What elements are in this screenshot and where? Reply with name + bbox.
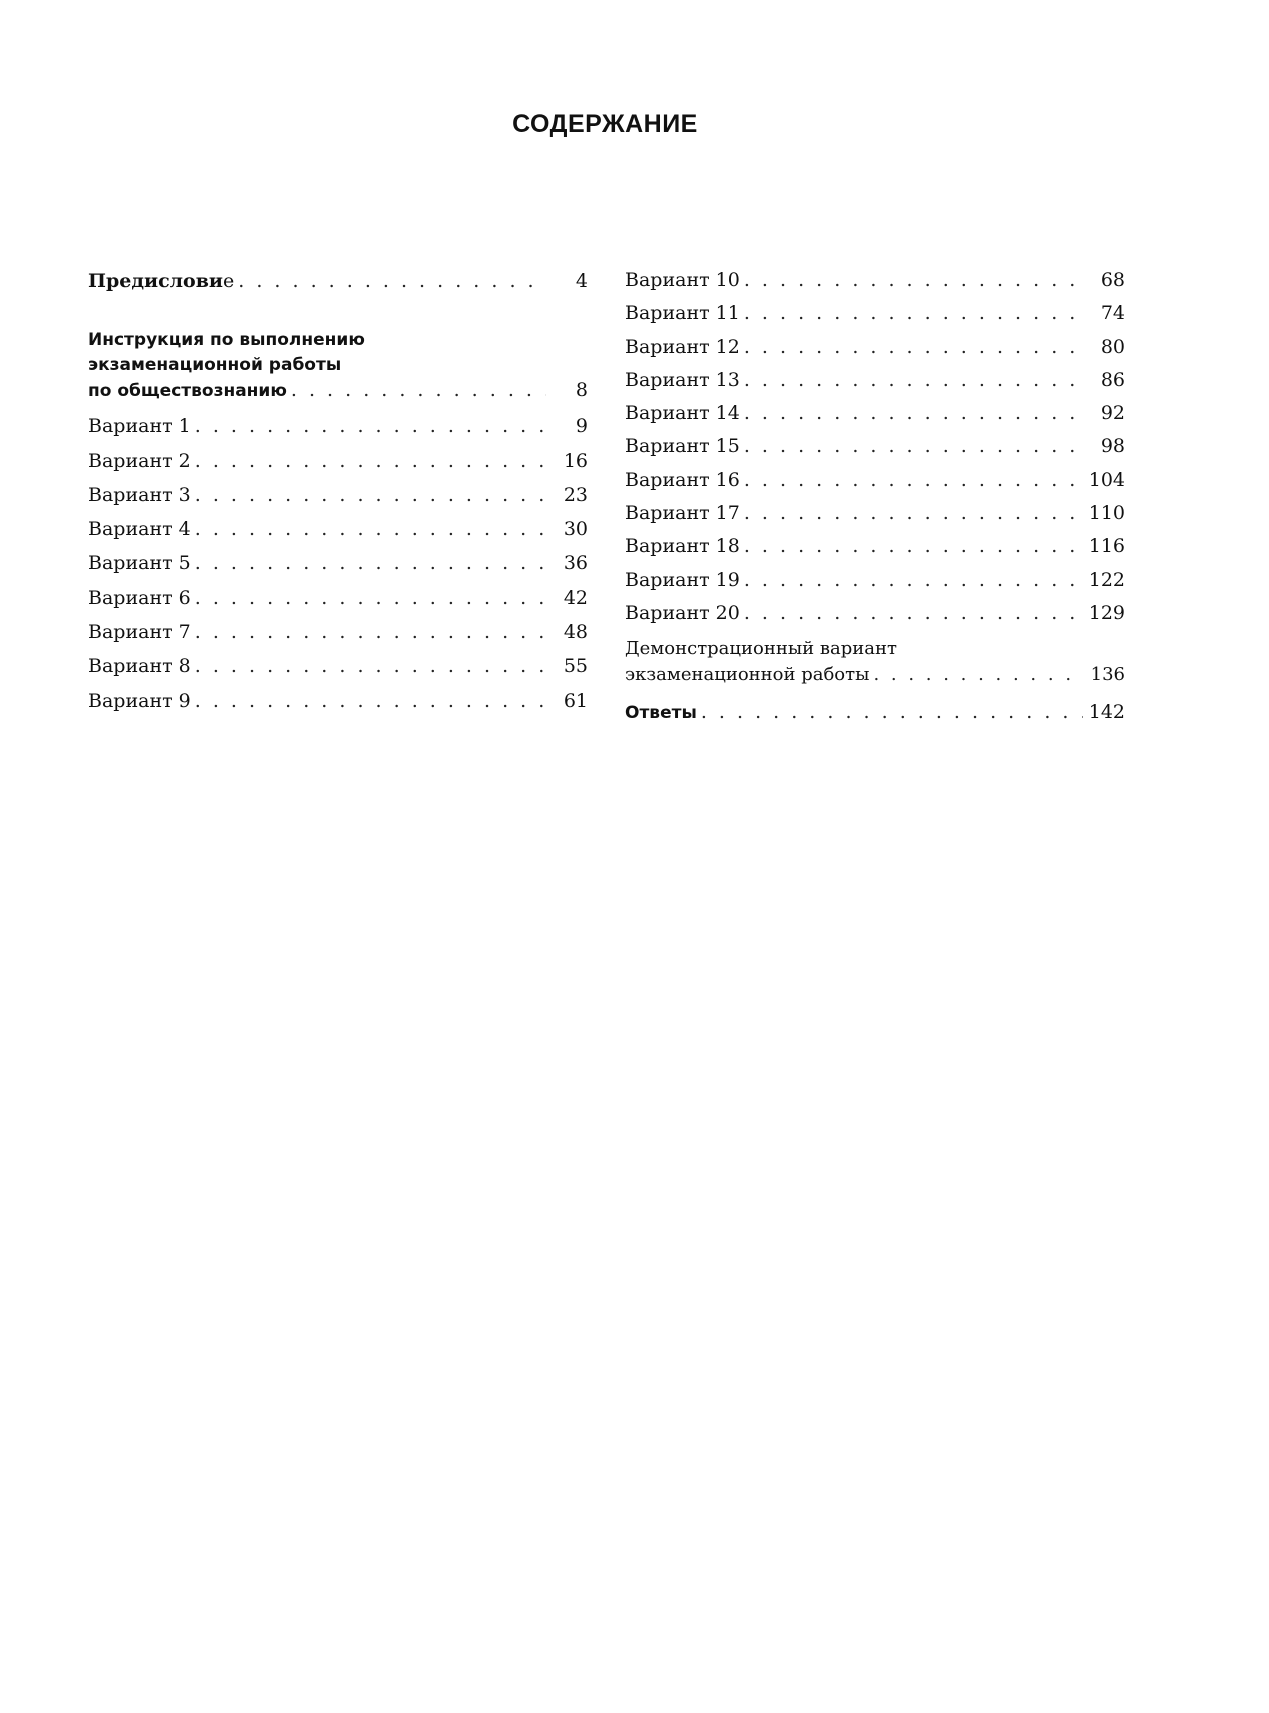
dot-leader — [195, 684, 546, 718]
toc-entry-label-tail: е — [223, 270, 235, 292]
toc-entry-label: Вариант 5 — [88, 552, 191, 575]
toc-entry-variant[interactable] — [625, 530, 1125, 563]
toc-entry-label: Вариант 11 — [625, 302, 740, 325]
toc-entry-variant[interactable] — [625, 564, 1125, 597]
toc-entry-label: экзаменационной работы — [88, 355, 342, 376]
toc-entry-label: Вариант 3 — [88, 483, 191, 506]
toc-entry-label: Вариант 4 — [88, 518, 191, 541]
toc-page-number: 142 — [1088, 701, 1125, 724]
dot-leader — [744, 397, 1083, 430]
toc-entry-variant[interactable] — [625, 497, 1125, 530]
toc-entry-label: Вариант 12 — [625, 335, 740, 358]
toc-entry-variant[interactable] — [625, 430, 1125, 463]
toc-entry-label: Вариант 16 — [625, 468, 740, 491]
dot-leader — [701, 696, 1083, 729]
toc-entry-variant[interactable] — [88, 478, 588, 512]
toc-page-number: 23 — [563, 483, 588, 506]
toc-page-number: 98 — [1100, 435, 1125, 458]
dot-leader — [195, 615, 546, 649]
toc-entry-label: Вариант 15 — [625, 435, 740, 458]
dot-leader — [195, 409, 546, 443]
toc-entry-variant[interactable] — [88, 615, 588, 649]
dot-leader — [195, 444, 546, 478]
toc-page-number: 4 — [575, 270, 588, 292]
dot-leader — [744, 297, 1083, 330]
dot-leader — [744, 597, 1083, 630]
toc-entry-label: Вариант 14 — [625, 402, 740, 425]
toc-entry-label: Вариант 19 — [625, 568, 740, 591]
dot-leader — [744, 530, 1083, 563]
toc-entry-label: Вариант 8 — [88, 655, 191, 678]
toc-entry-label: Вариант 9 — [88, 689, 191, 712]
dot-leader — [238, 264, 546, 298]
toc-entry-label: Вариант 13 — [625, 368, 740, 391]
toc-page-number: 68 — [1100, 269, 1125, 291]
toc-entry-variant[interactable] — [625, 364, 1125, 397]
toc-page-number: 122 — [1088, 568, 1125, 591]
page-title: СОДЕРЖАНИЕ — [512, 110, 698, 138]
toc-page-number: 8 — [575, 379, 588, 402]
toc-entry-instruction[interactable] — [88, 328, 588, 403]
toc-entry-label: Вариант 20 — [625, 601, 740, 624]
toc-right-column — [625, 264, 1125, 730]
toc-entry-variant[interactable] — [88, 512, 588, 546]
toc-entry-label: Инструкция по выполнению — [88, 330, 365, 351]
toc-entry-label: Демонстрационный вариант — [625, 638, 897, 660]
toc-entry-label: Вариант 1 — [88, 415, 191, 438]
toc-page-number: 55 — [563, 655, 588, 678]
toc-page-number: 16 — [563, 449, 588, 472]
toc-entry-variant[interactable] — [88, 444, 588, 478]
toc-entry-label: экзаменационной работы — [625, 664, 870, 686]
toc-entry-answers[interactable] — [625, 696, 1125, 729]
dot-leader — [744, 331, 1083, 364]
dot-leader — [744, 497, 1083, 530]
toc-entry-variant[interactable] — [625, 297, 1125, 330]
dot-leader — [873, 662, 1083, 688]
dot-leader — [195, 581, 546, 615]
toc-entry-label: Вариант 6 — [88, 586, 191, 609]
dot-leader — [744, 564, 1083, 597]
dot-leader — [195, 512, 546, 546]
toc-page-number: 42 — [563, 586, 588, 609]
toc-entry-variant[interactable] — [625, 264, 1125, 297]
toc-entry-label: Ответы — [625, 703, 697, 724]
toc-page-number: 92 — [1100, 402, 1125, 425]
toc-entry-label: Вариант 17 — [625, 502, 740, 525]
dot-leader — [744, 264, 1083, 297]
toc-entry-variant[interactable] — [625, 331, 1125, 364]
dot-leader — [744, 464, 1083, 497]
toc-entry-label: Вариант 10 — [625, 269, 740, 291]
toc-page-number: 36 — [563, 552, 588, 575]
toc-entry-label: Вариант 18 — [625, 535, 740, 558]
toc-entry-preface[interactable] — [88, 264, 588, 298]
dot-leader — [291, 378, 546, 403]
toc-entry-variant[interactable] — [625, 397, 1125, 430]
dot-leader — [744, 364, 1083, 397]
toc-page-number: 136 — [1090, 664, 1125, 686]
toc-page-number: 110 — [1088, 502, 1125, 525]
toc-entry-demo[interactable] — [625, 636, 1125, 688]
toc-entry-label: Вариант 7 — [88, 621, 191, 644]
toc-entry-variant[interactable] — [625, 464, 1125, 497]
toc-entry-variant[interactable] — [625, 597, 1125, 630]
toc-page-number: 86 — [1100, 368, 1125, 391]
toc-page-number: 116 — [1088, 535, 1125, 558]
toc-page-number: 9 — [575, 415, 588, 438]
toc-page-number: 48 — [563, 621, 588, 644]
dot-leader — [195, 649, 546, 683]
toc-page-number: 129 — [1088, 601, 1125, 624]
toc-entry-variant[interactable] — [88, 649, 588, 683]
toc-page-number: 30 — [563, 518, 588, 541]
toc-entry-label: Предислови — [88, 270, 224, 292]
toc-entry-variant[interactable] — [88, 581, 588, 615]
toc-page-number: 61 — [563, 689, 588, 712]
dot-leader — [195, 546, 546, 580]
dot-leader — [744, 430, 1083, 463]
toc-entry-label: Вариант 2 — [88, 449, 191, 472]
toc-entry-variant[interactable] — [88, 409, 588, 443]
toc-entry-variant[interactable] — [88, 546, 588, 580]
toc-entry-variant[interactable] — [88, 684, 588, 718]
toc-left-column — [88, 264, 588, 718]
dot-leader — [195, 478, 546, 512]
toc-page-number: 80 — [1100, 335, 1125, 358]
toc-page-number: 74 — [1100, 302, 1125, 325]
toc-entry-label: по обществознанию — [88, 381, 287, 402]
toc-page-number: 104 — [1088, 468, 1125, 491]
